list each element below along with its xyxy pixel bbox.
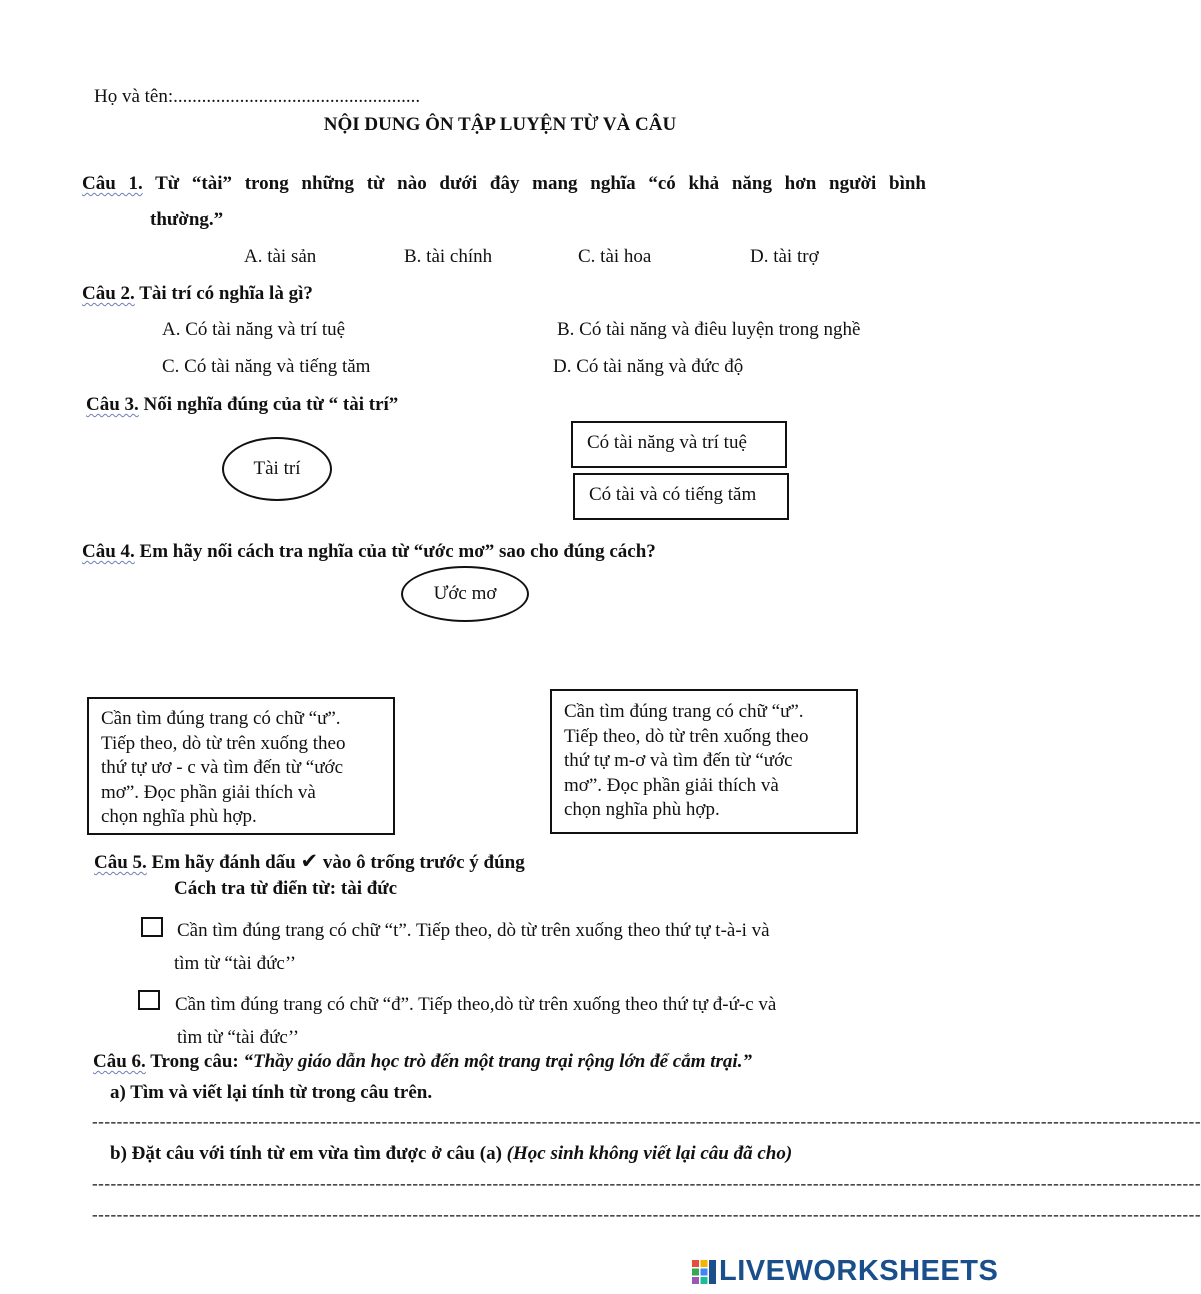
q4-right-line: thứ tự m-ơ và tìm đến từ “ước	[564, 750, 793, 771]
q5-option1-line1: Cần tìm đúng trang có chữ “t”. Tiếp theo, dò từ trên xuống theo thứ tự t-à-i và	[177, 920, 770, 941]
q4-left-line: chọn nghĩa phù hợp.	[101, 806, 257, 827]
q3-question	[86, 394, 398, 416]
q1-option-d[interactable]: D. tài trợ	[750, 246, 819, 267]
q5-checkbox-1[interactable]	[141, 917, 163, 937]
q6-label: Câu 6.	[93, 1051, 146, 1072]
q1-question	[82, 173, 926, 195]
name-label: Họ và tên:....................................................	[94, 86, 421, 107]
q4-right-line: Tiếp theo, dò từ trên xuống theo	[564, 725, 809, 747]
q6-question	[93, 1051, 752, 1073]
q4-right-box[interactable]	[550, 689, 858, 834]
answer-line-b2[interactable]: ------------------------------------------------------------------------------------------------------------------------------------------------------------------------------------	[92, 1205, 1201, 1224]
q5-label: Câu 5.	[94, 852, 147, 873]
q2-option-a[interactable]: A. Có tài năng và trí tuệ	[162, 319, 346, 340]
q1-option-a[interactable]: A. tài sản	[244, 246, 317, 267]
q1-text-line1: Từ “tài” trong những từ nào dưới đây mang nghĩa “có khả năng hơn người bình	[155, 173, 926, 194]
page-title: NỘI DUNG ÔN TẬP LUYỆN TỪ VÀ CÂU	[323, 114, 677, 135]
q4-right-line: mơ”. Đọc phần giải thích và	[564, 774, 779, 796]
q2-question	[82, 283, 313, 305]
footer-logo	[691, 1255, 998, 1288]
q4-text: Em hãy nối cách tra nghĩa của từ “ước mơ” sao cho đúng cách?	[139, 541, 656, 562]
q5-option2-line1: Cần tìm đúng trang có chữ “đ”. Tiếp theo,dò từ trên xuống theo thứ tự đ-ứ-c và	[175, 994, 777, 1015]
q4-oval-uoc-mo[interactable]: Ước mơ	[401, 566, 529, 622]
q4-right-line: Cần tìm đúng trang có chữ “ư”.	[564, 701, 804, 722]
q3-label: Câu 3.	[86, 394, 139, 415]
q5-text-before: Em hãy đánh dấu	[151, 852, 296, 873]
check-mark-icon: ✔	[300, 849, 319, 873]
q6-text: Trong câu:	[150, 1051, 239, 1072]
q1-text-line2: thường.”	[150, 209, 224, 230]
q3-choice-1[interactable]: Có tài năng và trí tuệ	[571, 421, 787, 468]
q5-question	[94, 849, 525, 874]
q2-option-b[interactable]: B. Có tài năng và điêu luyện trong nghề	[557, 319, 861, 340]
q4-left-line: Tiếp theo, dò từ trên xuống theo	[101, 732, 346, 754]
logo-text: LIVEWORKSHEETS	[719, 1255, 999, 1287]
q4-left-line: Cần tìm đúng trang có chữ “ư”.	[101, 708, 341, 729]
q2-label: Câu 2.	[82, 283, 135, 304]
q3-oval-tai-tri[interactable]: Tài trí	[222, 437, 332, 501]
q6-part-b	[110, 1143, 792, 1165]
q2-option-c[interactable]: C. Có tài năng và tiếng tăm	[162, 356, 371, 377]
q4-left-line: mơ”. Đọc phần giải thích và	[101, 781, 316, 803]
q5-checkbox-2[interactable]	[138, 990, 160, 1010]
q4-label: Câu 4.	[82, 541, 135, 562]
q2-option-d[interactable]: D. Có tài năng và đức độ	[553, 356, 744, 377]
q4-left-box[interactable]	[87, 697, 395, 835]
q1-option-c[interactable]: C. tài hoa	[578, 246, 652, 267]
q5-option2-line2: tìm từ “tài đức’’	[177, 1027, 300, 1048]
answer-line-a[interactable]: ------------------------------------------------------------------------------------------------------------------------------------------------------------------------------------	[92, 1112, 1201, 1131]
q5-subtitle: Cách tra từ điển từ: tài đức	[174, 878, 398, 899]
q5-option1-line2: tìm từ “tài đức’’	[174, 953, 297, 974]
q5-text-after: vào ô trống trước ý đúng	[322, 852, 525, 873]
q6-part-b-note: (Học sinh không viết lại câu đã cho)	[506, 1143, 793, 1164]
q3-text: Nối nghĩa đúng của từ “ tài trí”	[143, 394, 399, 415]
q4-left-line: thứ tự ươ - c và tìm đến từ “ước	[101, 757, 343, 778]
q6-sentence: “Thầy giáo dẫn học trò đến một trang trại rộng lớn để cắm trại.”	[243, 1051, 752, 1072]
q4-question	[82, 541, 656, 563]
q1-option-b[interactable]: B. tài chính	[404, 246, 493, 267]
q4-right-line: chọn nghĩa phù hợp.	[564, 799, 720, 820]
q2-text: Tài trí có nghĩa là gì?	[139, 283, 313, 304]
q1-label: Câu 1.	[82, 173, 143, 194]
q6-part-a: a) Tìm và viết lại tính từ trong câu trên.	[110, 1082, 433, 1103]
answer-line-b1[interactable]: ------------------------------------------------------------------------------------------------------------------------------------------------------------------------------------	[92, 1174, 1201, 1193]
q3-choice-2[interactable]: Có tài và có tiếng tăm	[573, 473, 789, 520]
q6-part-b-prefix: b) Đặt câu với tính từ em vừa tìm được ở câu (a)	[110, 1143, 502, 1164]
liveworksheets-logo-icon	[691, 1259, 717, 1285]
